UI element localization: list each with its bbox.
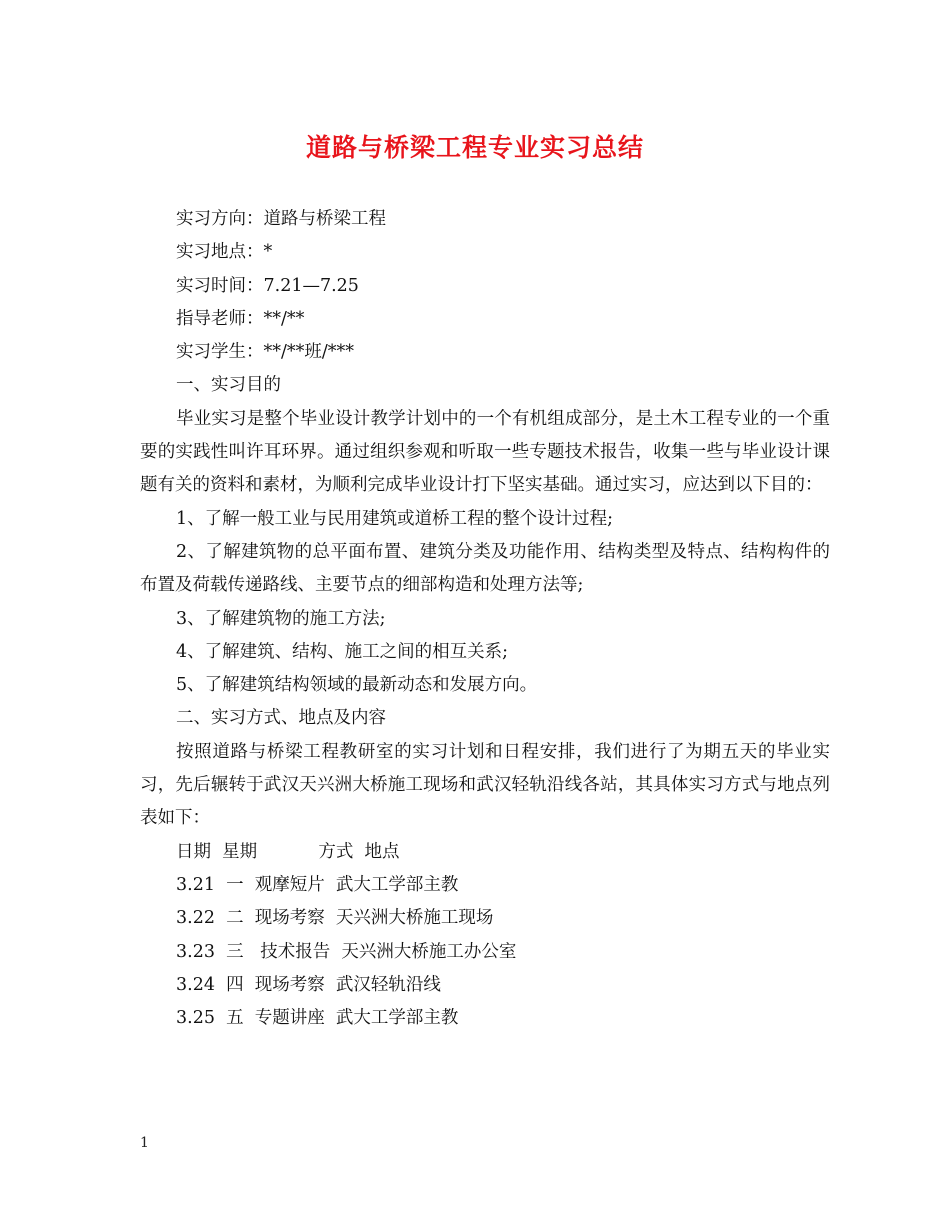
section1-item-1: 1、了解一般工业与民用建筑或道桥工程的整个设计过程; xyxy=(176,508,614,529)
schedule-table-row: 3.21 一 观摩短片 武大工学部主教 xyxy=(176,874,459,895)
section1-heading: 一、实习目的 xyxy=(176,375,281,396)
document-body xyxy=(140,203,830,1035)
meta-student: 实习学生：**/**班/*** xyxy=(176,342,355,363)
section1-item-3: 3、了解建筑物的施工方法; xyxy=(176,608,386,629)
meta-location: 实习地点：* xyxy=(176,242,273,263)
section1-item-5: 5、了解建筑结构领域的最新动态和发展方向。 xyxy=(176,675,538,696)
schedule-table-row: 3.25 五 专题讲座 武大工学部主教 xyxy=(176,1008,459,1029)
section2-heading: 二、实习方式、地点及内容 xyxy=(176,708,386,729)
schedule-table-row: 3.23 三 技术报告 天兴洲大桥施工办公室 xyxy=(176,941,517,962)
schedule-table-row: 3.22 二 现场考察 天兴洲大桥施工现场 xyxy=(176,908,494,929)
meta-direction: 实习方向：道路与桥梁工程 xyxy=(176,209,386,229)
page-number: 1 xyxy=(140,1135,149,1151)
document-title: 道路与桥梁工程专业实习总结 xyxy=(305,133,644,162)
meta-advisor: 指导老师：**/** xyxy=(176,308,305,329)
section2-paragraph: 按照道路与桥梁工程教研室的实习计划和日程安排，我们进行了为期五天的毕业实习，先后辗转于武汉天兴洲大桥施工现场和武汉轻轨沿线各站，其具体实习方式与地点列表如下： xyxy=(140,741,830,829)
meta-time: 实习时间：7.21—7.25 xyxy=(176,275,359,296)
schedule-table-header: 日期 星期 方式 地点 xyxy=(176,841,400,862)
schedule-table-row: 3.24 四 现场考察 武汉轻轨沿线 xyxy=(176,974,441,995)
section1-item-2: 2、了解建筑物的总平面布置、建筑分类及功能作用、结构类型及特点、结构构件的布置及荷载传递路线、主要节点的细部构造和处理方法等; xyxy=(140,541,830,596)
section1-item-4: 4、了解建筑、结构、施工之间的相互关系; xyxy=(176,641,509,662)
section1-paragraph: 毕业实习是整个毕业设计教学计划中的一个有机组成部分，是土木工程专业的一个重要的实践性叫许耳环界。通过组织参观和听取一些专题技术报告，收集一些与毕业设计课题有关的资料和素材，为顺利完成毕业设计打下坚实基础。通过实习，应达到以下目的： xyxy=(140,408,830,496)
